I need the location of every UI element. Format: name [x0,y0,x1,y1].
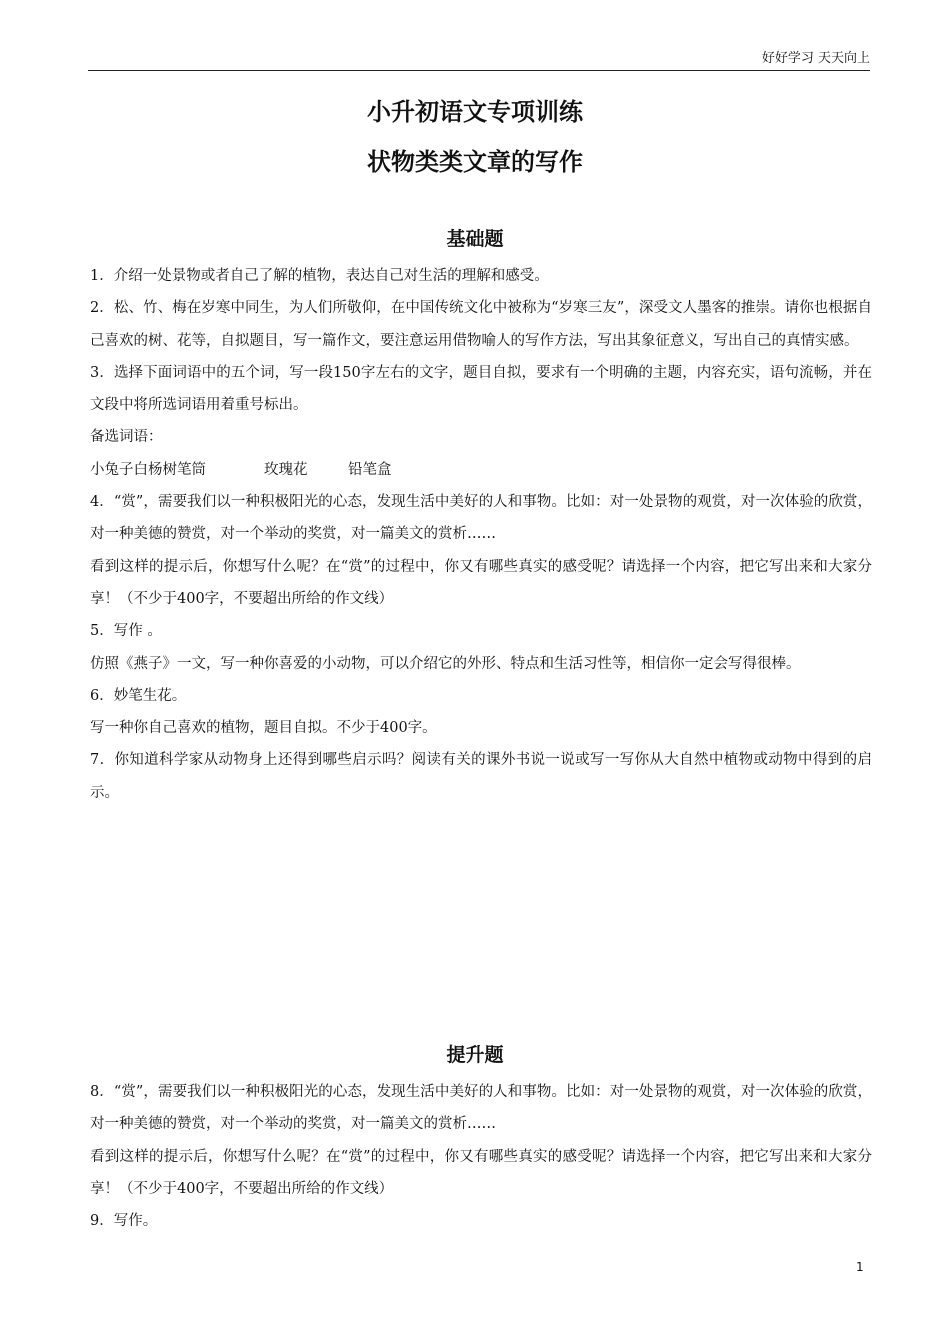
question-5: 5．写作 。 [90,623,162,640]
word-option: 铅笔盒 [348,461,392,478]
question-7: 7．你知道科学家从动物身上还得到哪些启示吗？阅读有关的课外书说一说或写一写你从大自然中植物或动物中得到的启示。 [90,752,872,801]
question-6-prompt: 写一种你自己喜欢的植物，题目自拟。不少于400字。 [90,720,437,737]
question-9: 9．写作。 [90,1213,158,1230]
page-number: 1 [856,1260,864,1274]
header-motto: 好好学习 天天向上 [761,51,870,66]
page-header [88,48,870,71]
question-3: 3．选择下面词语中的五个词，写一段150字左右的文字，题目自拟，要求有一个明确的主题，内容充实，语句流畅，并在文段中将所选词语用着重号标出。 [90,364,872,414]
question-1: 1．介绍一处景物或者自己了解的植物，表达自己对生活的理解和感受。 [90,268,549,284]
word-list [90,454,872,486]
advanced-questions [90,1076,872,1237]
question-4-prompt: 看到这样的提示后，你想写什么呢？在“赏”的过程中，你又有哪些真实的感受呢？请选择一个内容，把它写出来和大家分享！（不少于400字，不要超出所给的作文线） [90,558,872,607]
document-subtitle: 状物类类文章的写作 [367,148,583,176]
word-option: 小兔子白杨树笔筒 [90,461,206,478]
question-5-prompt: 仿照《燕子》一文，写一种你喜爱的小动物，可以介绍它的外形、特点和生活习性等，相信你一定会写得很棒。 [90,655,801,672]
question-6: 6．妙笔生花。 [90,687,187,704]
document-title: 小升初语文专项训练 [367,98,583,126]
word-option: 玫瑰花 [264,461,308,478]
question-4: 4．“赏”，需要我们以一种积极阳光的心态，发现生活中美好的人和事物。比如：对一处景物的观赏，对一次体验的欣赏，对一种美德的赞赏，对一个举动的奖赏，对一篇美文的赏析…… [90,494,872,543]
question-8-prompt: 看到这样的提示后，你想写什么呢？在“赏”的过程中，你又有哪些真实的感受呢？请选择一个内容，把它写出来和大家分享！（不少于400字，不要超出所给的作文线） [90,1148,872,1197]
word-list-label: 备选词语： [90,429,163,446]
basic-questions [90,260,872,809]
section-heading-advanced: 提升题 [446,1044,504,1066]
section-heading-basic: 基础题 [446,228,504,250]
question-8: 8．“赏”，需要我们以一种积极阳光的心态，发现生活中美好的人和事物。比如：对一处景物的观赏，对一次体验的欣赏，对一种美德的赞赏，对一个举动的奖赏，对一篇美文的赏析…… [90,1084,872,1133]
question-2: 2．松、竹、梅在岁寒中同生，为人们所敬仰，在中国传统文化中被称为“岁寒三友”，深受文人墨客的推崇。请你也根据自己喜欢的树、花等，自拟题目，写一篇作文，要注意运用借物喻人的写作方法，写出其象征意义，写出自己的真情实感。 [90,300,872,349]
